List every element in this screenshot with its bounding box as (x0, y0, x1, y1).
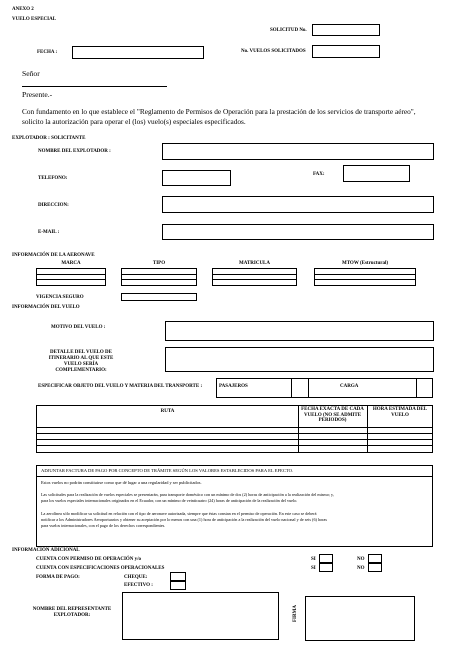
insurance-label: VIGENCIA SEGURO (36, 295, 84, 300)
insurance-field[interactable] (121, 293, 197, 301)
flight-detail-label: DETALLE DEL VUELO DE ITINERARIO AL QUE ESTE VUELO SERÍA COMPLEMENTARIO: (48, 350, 114, 373)
notice-paragraph-3c: para vuelos internacionales, con el pago de los derechos correspondientes. (41, 523, 166, 528)
representative-label: NOMBRE DEL REPRESENTANTE EXPLOTADOR: (32, 607, 112, 618)
cargo-checkbox[interactable] (416, 378, 433, 398)
intro-line-1: Con fundamento en lo que establece el "Reglamento de Permisos de Operación para la prestación de los servicios de transporte aéreo", (22, 107, 416, 116)
yes-label: SI (311, 566, 316, 571)
operator-section-title: EXPLOTADOR : SOLICITANTE (12, 136, 86, 141)
address-label: DIRECCION: (38, 203, 69, 208)
flights-requested-field[interactable] (312, 45, 380, 58)
specs-yes-checkbox[interactable] (319, 563, 333, 572)
notice-paragraph-2a: Las solicitudes para la realización de vuelos especiales se presentarán, para transporte doméstico con un mínimo de dos (2) horas de anticipación a la realización del mismo; y, (41, 492, 334, 497)
date-label: FECHA : (37, 50, 58, 55)
permit-yes-checkbox[interactable] (319, 554, 333, 563)
route-header: RUTA (160, 409, 175, 414)
flight-reason-field[interactable] (165, 321, 434, 341)
notice-paragraph-3a: La aerolínea sólo modificar su solicitud en relación con el tipo de aeronave autorizada, siempre que éstas constan en el permiso de operación. En este caso se deberá (41, 511, 317, 516)
aircraft-col-registration: MATRICULA (238, 261, 271, 266)
check-checkbox[interactable] (170, 572, 186, 581)
aircraft-col-type: TIPO (152, 261, 166, 266)
request-no-label: SOLICITUD No. (270, 28, 307, 33)
fax-field[interactable] (343, 165, 410, 182)
notice-paragraph-3b: notificar a los Administradores Aeroportuarios y obtener su aceptación por lo menos con una (1) hora de anticipación a la realización del vuelo nacional y de seis (6) horas (41, 517, 328, 522)
notice-title: ADJUNTAR FACTURA DE PAGO POR CONCEPTO DE TRÁMITE SEGÚN LOS VALORES ESTABLECIDOS PARA EL EFECTO. (41, 468, 294, 473)
aircraft-col-mtow: MTOW (Estructural) (341, 261, 389, 266)
no-label: NO (357, 566, 365, 571)
intro-line-2: solicito la autorización para operar el (los) vuelo(s) especiales especificados. (22, 117, 246, 126)
cash-checkbox[interactable] (170, 581, 186, 590)
flight-detail-field[interactable] (165, 347, 434, 372)
payment-method-label: FORMA DE PAGO: (36, 575, 80, 580)
flight-section-title: INFORMACIÓN DEL VUELO (12, 305, 80, 310)
phone-field[interactable] (162, 170, 231, 186)
addressee-line (22, 86, 167, 87)
notice-divider (37, 476, 432, 477)
passengers-checkbox[interactable] (291, 378, 309, 398)
flights-requested-label: No. VUELOS SOLICITADOS (241, 49, 306, 54)
aircraft-type-cells[interactable] (121, 268, 197, 286)
no-label: NO (357, 557, 365, 562)
flight-purpose-label: ESPECIFICAR OBJETO DEL VUELO Y MATERIA DEL TRANSPORTE : (38, 384, 203, 389)
operator-name-label: NOMBRE DEL EXPLOTADOR : (38, 149, 111, 154)
cargo-label: CARGA (340, 384, 359, 389)
email-field[interactable] (162, 224, 434, 240)
route-row-line (37, 439, 432, 440)
notice-paragraph-2b: para los vuelos especiales internacionales originados en el Ecuador, con un mínimo de veinticuatro (24) horas de anticipación de la realización del vuelo. (41, 498, 298, 503)
phone-label: TELEFONO: (38, 176, 68, 181)
aircraft-registration-cells[interactable] (212, 268, 297, 286)
aircraft-col-brand: MARCA (61, 261, 81, 266)
salutation-senor: Señor (22, 69, 40, 78)
flight-reason-label: MOTIVO DEL VUELO : (51, 325, 106, 330)
signature-field[interactable] (305, 596, 415, 641)
operator-name-field[interactable] (162, 143, 434, 160)
cash-label: EFECTIVO : (124, 583, 153, 588)
check-label: CHEQUE: (124, 575, 148, 580)
aircraft-section-title: INFORMACIÓN DE LA AERONAVE (12, 253, 95, 258)
form-type-label: VUELO ESPECIAL (12, 17, 57, 22)
flight-purpose-box (216, 378, 433, 398)
aircraft-mtow-cells[interactable] (314, 268, 416, 286)
specs-no-checkbox[interactable] (368, 563, 382, 572)
date-field[interactable] (72, 46, 204, 59)
yes-label: SI (311, 557, 316, 562)
route-table (36, 405, 433, 453)
signature-label: FIRMA (293, 605, 298, 622)
annex-label: ANEXO 2 (12, 7, 34, 12)
exact-date-header: FECHA EXACTA DE CADA VUELO (NO SE ADMITE PERIODOS) (301, 407, 364, 424)
passengers-label: PASAJEROS (219, 384, 248, 389)
permit-no-checkbox[interactable] (368, 554, 382, 563)
operational-specs-question: CUENTA CON ESPECIFICACIONES OPERACIONALES (36, 566, 165, 571)
aircraft-brand-cells[interactable] (36, 268, 106, 286)
notice-paragraph-1: Estos vuelos no podrán constituirse como que dé lugar a una regularidad y ser publicitados. (41, 480, 202, 485)
representative-name-field[interactable] (122, 592, 279, 640)
additional-section-title: INFORMACIÓN ADICIONAL (12, 548, 80, 553)
salutation-presente: Presente.- (22, 90, 53, 99)
time-header: HORA ESTIMADA DEL VUELO (372, 407, 428, 418)
route-row-line (37, 445, 432, 446)
notice-box (36, 465, 433, 547)
request-no-field[interactable] (312, 24, 380, 36)
operating-permit-question: CUENTA CON PERMISO DE OPERACIÓN y/o (36, 557, 142, 562)
route-row-line (37, 427, 432, 428)
route-row-line (37, 433, 432, 434)
email-label: E-MAIL : (38, 230, 60, 235)
fax-label: FAX: (313, 172, 325, 177)
address-field[interactable] (162, 196, 434, 213)
